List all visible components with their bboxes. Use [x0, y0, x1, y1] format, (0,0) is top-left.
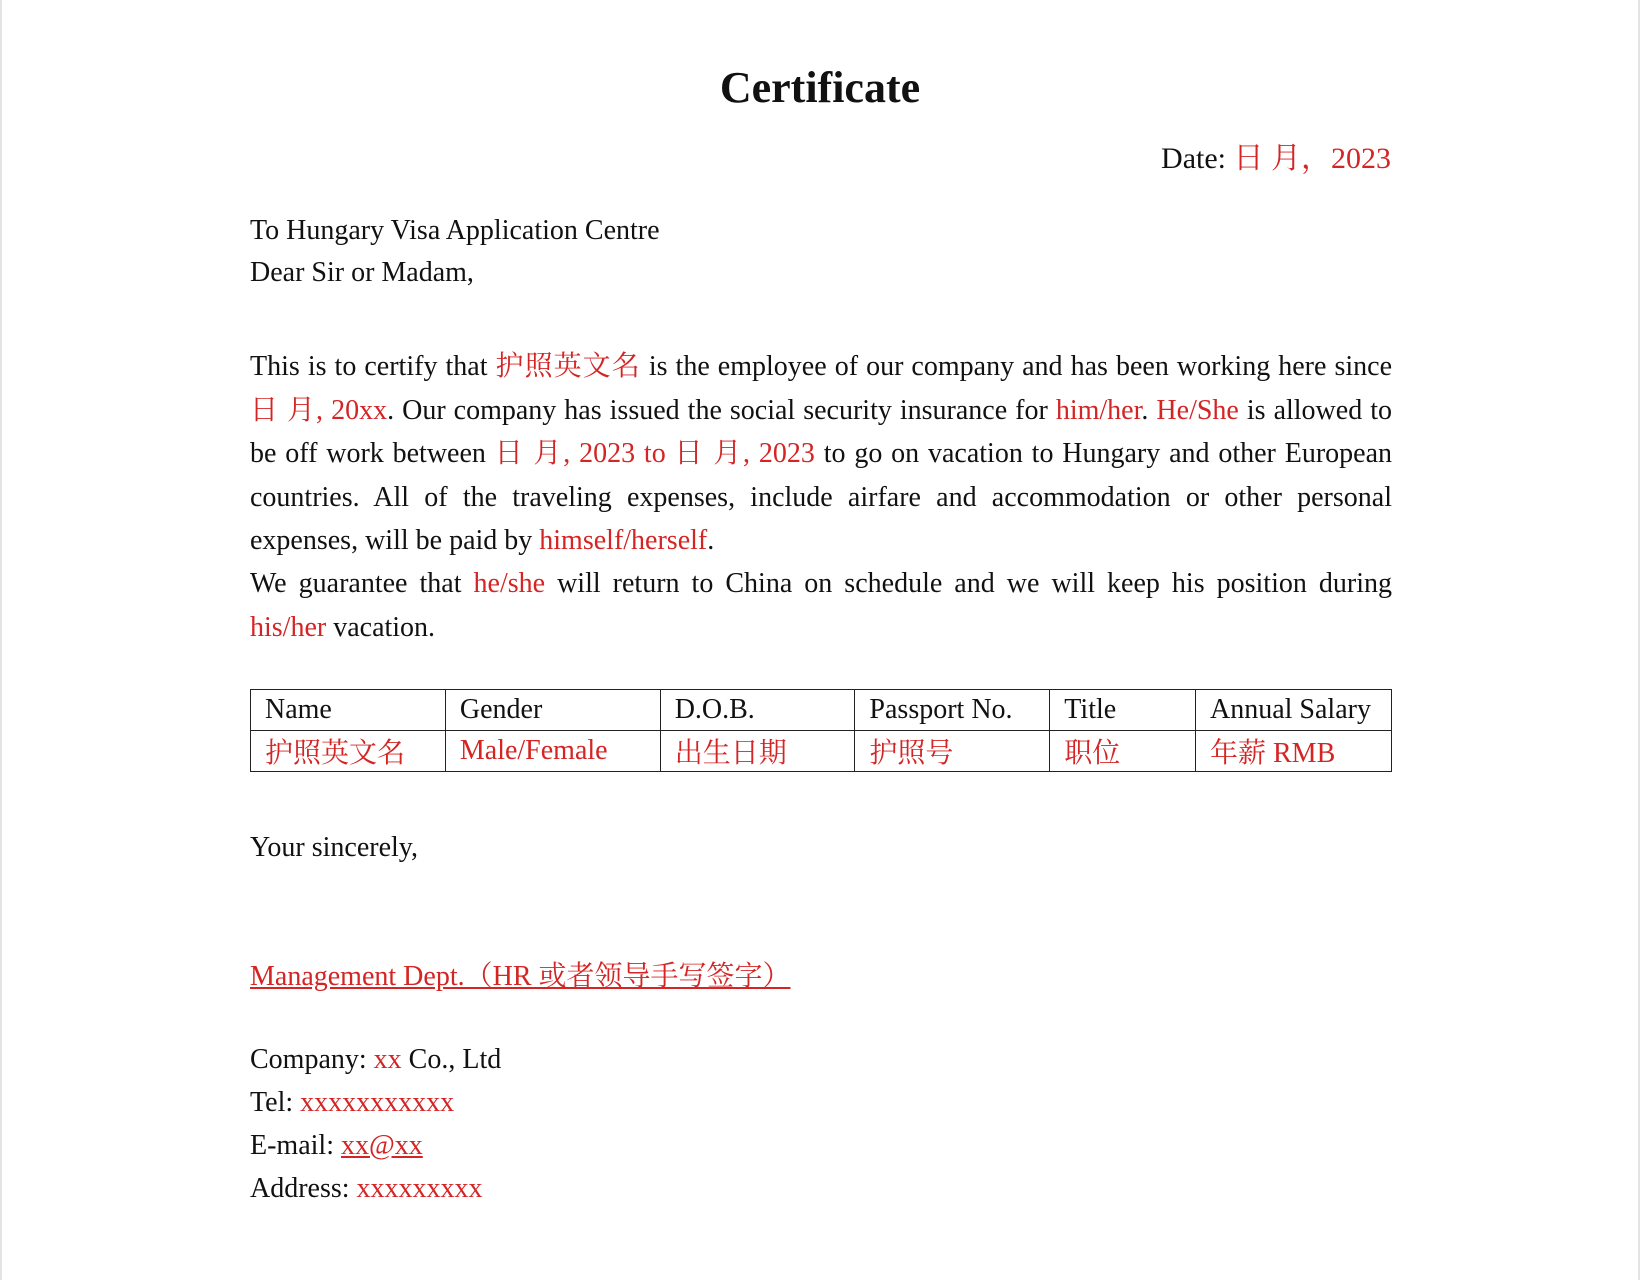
- table-cell: Male/Female: [445, 731, 660, 772]
- table-cell: 护照英文名: [251, 731, 446, 772]
- table-cell: 职位: [1050, 731, 1196, 772]
- p1-him-her: him/her: [1055, 394, 1142, 426]
- table-header-cell: D.O.B.: [660, 690, 855, 731]
- p1-text-5: is allowed to be off work between: [250, 394, 1393, 469]
- table-cell: 年薪 RMB: [1196, 731, 1392, 772]
- body-paragraph-2: [250, 562, 1392, 649]
- company-name: xx: [373, 1044, 402, 1075]
- p2-text-2: will return to China on schedule and we will keep his position during: [545, 568, 1392, 599]
- tel-label: Tel:: [250, 1087, 301, 1118]
- table-header-row: [251, 690, 1392, 731]
- company-suffix: Co., Ltd: [401, 1044, 502, 1075]
- company-line: [250, 1044, 501, 1076]
- table-header-cell: Title: [1050, 690, 1196, 731]
- tel-line: [250, 1087, 454, 1119]
- date-label: Date:: [1161, 142, 1226, 175]
- table-row: [251, 731, 1392, 772]
- p2-he-she: he/she: [473, 568, 546, 599]
- email-line: [250, 1130, 423, 1162]
- company-label: Company:: [250, 1044, 374, 1075]
- table-cell: 护照号: [855, 731, 1050, 772]
- signature-line: Management Dept.（HR 或者领导手写签字）: [250, 961, 791, 992]
- p1-text-3: . Our company has issued the social security insurance for: [387, 394, 1056, 426]
- table-header-cell: Passport No.: [855, 690, 1050, 731]
- p1-employee-name: 护照英文名: [495, 351, 641, 382]
- p2-text-3: vacation.: [326, 611, 436, 643]
- employee-info-table: [250, 689, 1392, 772]
- p2-text-1: We guarantee that: [250, 568, 474, 599]
- address-value: xxxxxxxxx: [356, 1173, 483, 1204]
- p1-text-1: This is to certify that: [250, 351, 496, 382]
- p1-he-she: He/She: [1156, 394, 1239, 426]
- body-paragraph-1: [250, 345, 1392, 563]
- email-label: E-mail:: [250, 1130, 341, 1161]
- table-header-cell: Annual Salary: [1196, 690, 1392, 731]
- p1-himself-herself: himself/herself: [539, 525, 708, 556]
- p1-vacation-period: 日 月, 2023 to 日 月, 2023: [494, 438, 815, 469]
- closing-line: Your sincerely,: [250, 832, 418, 863]
- address-line: [250, 1173, 483, 1205]
- salutation-line: Dear Sir or Madam,: [250, 257, 474, 288]
- recipient-line: To Hungary Visa Application Centre: [250, 215, 660, 246]
- document-title: Certificate: [719, 63, 921, 112]
- table-header-cell: Gender: [445, 690, 660, 731]
- p1-text-4: .: [1141, 394, 1157, 426]
- email-link[interactable]: xx@xx: [340, 1130, 423, 1161]
- p1-text-6: to go on vacation to Hungary and other European countries. All of the traveling expenses, include airfare and accommodation or other personal expenses, will be paid by: [250, 438, 1392, 556]
- p1-text-7: .: [707, 525, 715, 556]
- table-header-cell: Name: [251, 690, 446, 731]
- p2-his-her: his/her: [250, 611, 327, 643]
- p1-text-2: is the employee of our company and has been working here since: [640, 351, 1392, 382]
- tel-value: xxxxxxxxxxx: [300, 1087, 455, 1118]
- table-cell: 出生日期: [660, 731, 855, 772]
- date-value: 日 月，2023: [1233, 142, 1391, 175]
- date-line: [1161, 133, 1391, 177]
- p1-since-date: 日 月, 20xx: [250, 394, 388, 426]
- address-label: Address:: [250, 1173, 357, 1204]
